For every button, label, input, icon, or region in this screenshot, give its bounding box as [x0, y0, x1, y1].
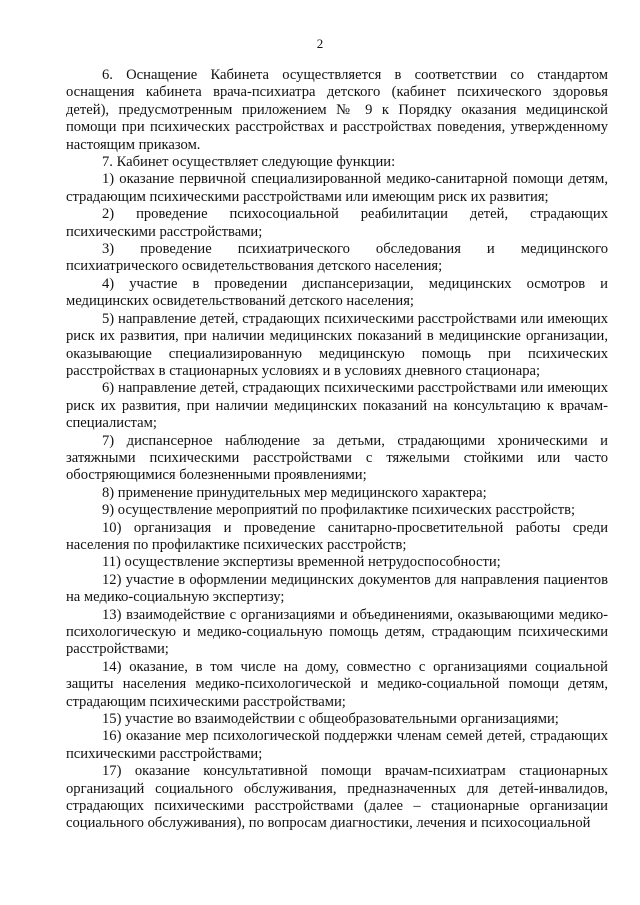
function-item-17: 17) оказание консультативной помощи врачам-психиатрам стационарных организаций социального обслуживания, предназначенных для детей-инвалидов, страдающих психическими расстройствами (далее – стационарные организации социального обслуживания), по вопросам диагностики, лечения и психосоциальной [66, 763, 608, 832]
function-item-16: 16) оказание мер психологической поддержки членам семей детей, страдающих психическими расстройствами; [66, 728, 608, 762]
function-item-11: 11) осуществление экспертизы временной нетрудоспособности; [102, 554, 501, 571]
function-item-2: 2) проведение психосоциальной реабилитации детей, страдающих психическими расстройствами; [66, 206, 608, 240]
function-item-15: 15) участие во взаимодействии с общеобразовательными организациями; [102, 711, 559, 728]
function-item-9: 9) осуществление мероприятий по профилактике психических расстройств; [102, 502, 576, 519]
function-item-6: 6) направление детей, страдающих психическими расстройствами или имеющих риск их развития, при наличии медицинских показаний на консультацию к врачам-специалистам; [66, 380, 608, 432]
function-item-7: 7) диспансерное наблюдение за детьми, страдающими хроническими и затяжными психическими расстройствами с тяжелыми стойкими или часто обостряющимися болезненными проявлениями; [66, 432, 608, 484]
function-item-12: 12) участие в оформлении медицинских документов для направления пациентов на медико-социальную экспертизу; [66, 571, 608, 606]
document-body [66, 67, 608, 833]
function-item-8: 8) применение принудительных мер медицинского характера; [102, 484, 487, 501]
function-item-1: 1) оказание первичной специализированной медико-санитарной помощи детям, страдающим психическими расстройствами или имеющим риск их развития; [66, 171, 608, 205]
function-item-13: 13) взаимодействие с организациями и объединениями, оказывающими медико-психологическую и медико-социальную помощь детям, страдающим психическими расстройствами; [66, 606, 608, 658]
page-number: 2 [316, 36, 324, 51]
function-item-3: 3) проведение психиатрического обследования и медицинского психиатрического освидетельствования детского населения; [66, 241, 608, 275]
function-item-14: 14) оказание, в том числе на дому, совместно с организациями социальной защиты населения медико-психологической и медико-социальной помощи детям, страдающим психическими расстройствами; [66, 658, 608, 710]
function-item-4: 4) участие в проведении диспансеризации, медицинских осмотров и медицинских освидетельствований детского населения; [66, 275, 608, 310]
function-item-5: 5) направление детей, страдающих психическими расстройствами или имеющих риск их развития, при наличии медицинских показаний в медицинские организации, оказывающие специализированную медицинскую помощь при психических расстройствах в стационарных условиях и в условиях дневного стационара; [66, 310, 608, 379]
function-item-10: 10) организация и проведение санитарно-просветительной работы среди населения по профилактике психических расстройств; [66, 519, 608, 553]
paragraph-6-equipment: 6. Оснащение Кабинета осуществляется в соответствии со стандартом оснащения кабинета врача-психиатра детского (кабинет психического здоровья детей), предусмотренным приложением № 9 к Порядку оказания медицинской помощи при психических расстройствах и расстройствах поведения, утвержденному настоящим приказом. [66, 67, 608, 153]
paragraph-7-functions: 7. Кабинет осуществляет следующие функции: [102, 154, 396, 171]
